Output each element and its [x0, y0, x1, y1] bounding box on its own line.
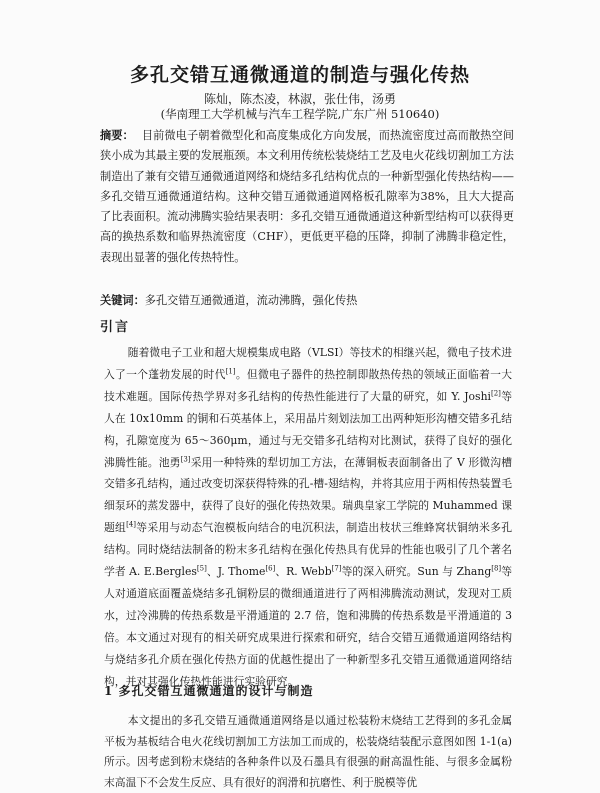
author-list: 陈灿，陈杰凌，林淑，张仕伟，汤勇: [203, 92, 396, 106]
citation-5: [5]: [196, 564, 207, 573]
intro-text-3: 等人在 10x10mm 的铜和石英基体上，采用晶片刻划法加工出两种矩形沟槽交错多孔结构，孔隙宽度为 65～360μm，通过与无交错多孔结构对比测试，获得了良好的强化沸腾性能。池勇: [104, 389, 513, 469]
intro-heading: 引言: [100, 320, 131, 335]
citation-7: [7]: [331, 564, 342, 573]
section-1-heading: 1 多孔交错互通微通道的设计与制造: [104, 684, 314, 698]
affiliation: (华南理工大学机械与汽车工程学院,广东广州 510640): [160, 107, 440, 121]
citation-2: [2]: [491, 389, 501, 398]
citation-6: [6]: [265, 564, 276, 573]
intro-text-1: 随着微电子工业和超大规模集成电路（VLSI）等技术的相继兴起，微电子技术进入了一个蓬勃发展的时代: [104, 346, 512, 381]
citation-4: [4]: [126, 520, 137, 529]
intro-paragraph: [104, 342, 512, 693]
intro-text-4: 采用一种特殊的犁切加工方法，在薄铜板表面制备出了 V 形微沟槽交错多孔结构，通过改变切深获得特殊的孔-槽-翅结构，并将其应用于两相传热装置毛细泵环的蒸发器中，获得了良好的强化传热效果。瑞典皇家工学院的 Muhammed 课题组: [104, 455, 512, 535]
keywords-label: 关键词：: [100, 293, 145, 307]
citation-1: [1]: [225, 367, 236, 376]
intro-text-7: 、R. Webb: [275, 565, 332, 579]
intro-text-2: 。但微电子器件的热控制即散热传热的领域正面临着一大技术难题。国际传热学界对多孔结构的传热性能进行了大量的研究，如 Y. Joshi: [104, 367, 513, 403]
intro-text-8: 等的深入研究。Sun 与 Zhang: [341, 565, 492, 579]
abstract-text: 目前微电子朝着微型化和高度集成化方向发展，而热流密度过高而散热空间狭小成为其最主要的发展瓶颈。本文利用传统松装烧结工艺及电火花线切割加工方法制造出了兼有交错互通微通道网络和烧结多孔结构优点的一种新型强化传热结构——多孔交错互通微通道结构。这种交错互通微通道网格板孔隙率为38%，且大大提高了比表面积。流动沸腾实验结果表明：多孔交错互通微通道这种新型结构可以获得更高的换热系数和临界热流密度（CHF），更低更平稳的压降，抑制了沸腾非稳定性，表现出显著的强化传热特性。: [100, 129, 514, 264]
citation-8: [8]: [491, 564, 502, 573]
intro-text-6: 、J. Thome: [206, 565, 266, 579]
intro-text-5: 等采用与动态气泡模板向结合的电沉积法，制造出枝状三维蜂窝状铜纳米多孔结构。同时烧结法制备的粉末多孔结构在强化传热具有优异的性能也吸引了几个著名学者 A. E.Bergles: [104, 521, 513, 579]
citation-3: [3]: [180, 454, 191, 463]
abstract-label: 摘要：: [100, 128, 134, 142]
intro-text-9: 等人对通道底面覆盖烧结多孔铜粉层的微细通道进行了两相沸腾流动测试，发现对工质水，过冷沸腾的传热系数是平滑通道的 2.7 倍，饱和沸腾的传热系数是平滑通道的 3 倍。本文通过对现有的相关研究成果进行探索和研究，结合交错互通微通道网络结构与烧结多孔介质在强化传热方面的优越性提出了一种新型多孔交错互通微通道网络结构，并对其强化传热性能进行实验研究。: [104, 565, 513, 688]
section-1-paragraph: 本文提出的多孔交错互通微通道网络是以通过松装粉末烧结工艺得到的多孔金属平板为基板结合电火花线切割加工方法加工而成的，松装烧结装配示意图如图 1-1(a)所示。因考虑到粉末烧结的各种条件以及石墨具有很强的耐高温性能、与很多金属粉末高温下不会发生反应、具有很好的润滑和抗磨性、利于脱模等优: [104, 714, 512, 789]
keywords: [100, 290, 514, 311]
keywords-text: 多孔交错互通微通道，流动沸腾，强化传热: [144, 294, 358, 307]
paper-title: 多孔交错互通微通道的制造与强化传热: [129, 64, 470, 86]
abstract: [100, 125, 514, 268]
